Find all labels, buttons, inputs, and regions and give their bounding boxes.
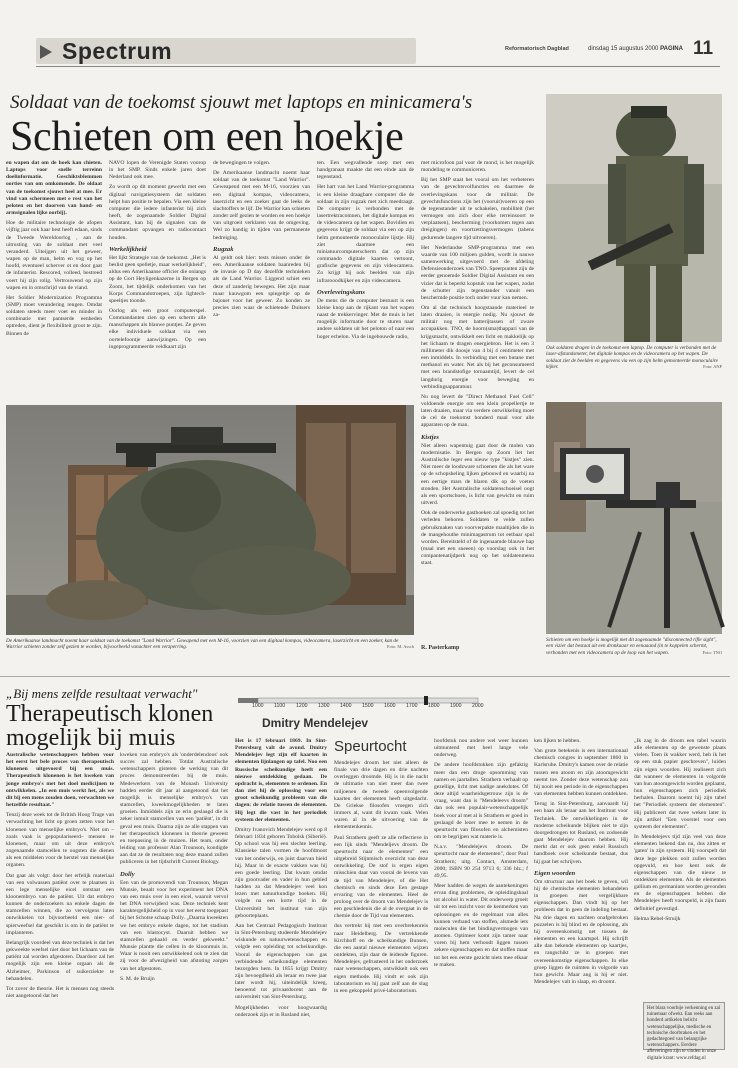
paragraph: „Ik zag in de droom een tabel waarin alle elementen op de gewenste plaats vielen. Toen ik wakker werd, heb ik het op een stuk papier geschreven", luiden zijn eigen woorden. Hij realiseert zich dat wanneer de elementen in volgorde van hun atoomgewicht worden geplaatst, hun eigenschappen zich periodiek herhalen. Daarom noemt hij zijn tabel het "Periodiek systeem der elementen". Hij publiceert dat twee weken later in zijn artikel "Een voorstel voor een systeem der elementen". <box>634 738 726 830</box>
timeline-tick-label: 1200 <box>296 703 308 709</box>
article2-column-2 <box>120 752 228 1048</box>
paragraph: Helma Rebel-Struijk <box>634 915 681 922</box>
main-photo-image <box>6 405 414 635</box>
timeline-person: Dmitry Mendelejev <box>262 716 369 730</box>
timeline-tick-label: 2000 <box>472 703 484 709</box>
section-arrow-icon <box>40 45 52 59</box>
article1-column-3 <box>213 160 310 400</box>
subheading: Eigen woorden <box>534 869 576 877</box>
article2-headline: Therapeutisch klonen mogelijk bij muis <box>6 701 214 751</box>
article1-headline: Schieten om een hoekje <box>10 114 404 160</box>
article1-column-4 <box>317 160 414 400</box>
paragraph: In Mendelejevs tijd zijn veel van deze elementen bekend dan nu, dus zitten er 'gaten' in zijn systeem. Hij voorspelt dat deze lege plekken ooit zullen worden opgevuld, en hoe kent ook de eigenschappen van die nieuw te ontdekken elementen. Als de elementen gallium en germanium worden gevonden en de eigenschappen hebben die Mendelejev heeft voorspeld, is zijn faam definitief gevestigd. <box>634 834 726 912</box>
main-photo-caption <box>6 638 414 651</box>
timeline-tick-label: 1300 <box>318 703 330 709</box>
paragraph: Bij het SMP staat het vooral om het verbeteren van de gevechtsvolfuncties en daarmee de overlevingskans voor de militair. De gevechtsfunctions zijn het (vooruit)voeren op een de tegenstander uit te schakelen, mobiliteit (het vermogen om zich door elke terreinsoort te verplaatsen), bescherming (voorkomen tegen aan dreigingen) en voortzettingsvermogen (tabens gedurende langere tijd uitvoeren). <box>421 177 534 241</box>
paragraph: Om structuur aan het boek te geven, wil hij de chemische elementen behandelen in groepen met vergelijkbare eigenschappen. Dan vindt hij op het probleem dat in geen de indeling bestaat. Na drie dagen en nachten onafgebroken puzzelen is hij blind en de oplossing, als hij overeenkomstig net tussen de elementen en een kaartspel. Hij schrijft alle dan bekende elementen op kaartjes, en rangschikt ze in groepen met overeenkomstige eigenschappen. In elke groep liggen de ruimten in volgorde van hun gewicht. Maar ang is hij er niet. Mendelejev valt in slaap, en droomt. <box>534 878 628 985</box>
paragraph: ten. Een wegvallende soep met een handgranaat maakte dat een einde aan de tegenstand. <box>317 160 414 181</box>
article2-column-6 <box>534 738 628 1048</box>
paragraph: Tenzij deze week tot de British Hoog Trage van verwachting het licht op groen zetten voor het klonenen van menselijke embryo's. Niet om –zoals vaak is gepopulariseerd– mensen te klonenen, maar om uit deze embryo's zogenaamde stamcellen te oogsten die dienen als een middelen voor de herstel van menselijke organen. <box>6 812 114 869</box>
paragraph: Mendelejev droom het niet alleen de finale van drie dagen en drie nachten overleggen droomde. Hij is in die nacht de ultimatie van niet meer dan twee miljoenen de tweede opeenvolgende kaarten der elementen heeft uitgedacht. De Griekse filosofen vroegen zich immers al, want dit kwam vaak. Velen waren al in de uitvoering van de elementenkennis. <box>334 760 428 831</box>
timeline-tick-label: 1000 <box>252 703 264 709</box>
paragraph: Paul Strathern geeft ze alle reflectieve in een lijk sinds "Mendeljevs droom. De speurtocht naar de elementen" een uitgebreid Stijnmisch overzicht van deze ontwikkeling. De stof is ergen eigen misschien daar van vooral de levens van de tijd van Mendelejev, of die Het chemisch en sinds deze Een gestage ervaring van de elementen. Heel de proloog over de droom van Mendelejev is een geschiedenis die al de overgaat in de chemie door de Tijd van elementen. <box>334 834 428 920</box>
publication-name: Reformatorisch Dagblad <box>505 46 569 52</box>
paragraph: met microfoon pal voor de mond, is het mogelijk mondeling te communiceren. <box>421 160 534 174</box>
timeline-tick-label: 1700 <box>406 703 418 709</box>
photo-soldier-laptop <box>546 94 722 342</box>
paragraph: Het Soldier Modernization Programma (SMP) moet verandering rengen. Omdat soldaten steeds meer voet en minder in combinatie met pantserde eenheden optreden, dient je flexibiliteit groot te zijn. Binnen de <box>6 294 102 337</box>
photo-soldier-caption <box>546 345 722 371</box>
article1-column-5 <box>421 160 534 640</box>
subheading: Werkelijkheid <box>109 245 147 253</box>
paragraph: Tot zover de theorie. Het is mensen nog steeds niet aangetoond dat het <box>6 985 114 999</box>
timeline-tick-label: 1600 <box>384 703 396 709</box>
article2-column-7 <box>634 738 726 1000</box>
paragraph: Australische wetenschappers hebben voor het eerst het bele proces van therapeutisch klonenen uitgevoerd bij een muis. Therapeutisch klonenen is het kweken van jonge embryo's met het doel medicijnen te ontwikkelen. „In een muis werkt het, als we dit bij een mens zouden doen, verwachten we hetzelfde resultaat." <box>6 752 114 809</box>
paragraph: De andere hoofdstukken zijn gefaktig meer dan een droge opsomming van namen en jaartallen. Strathern verhaalt op gezellige, licht met nadige anekdotes. Of deze altijd waarheidsgetrouw zijn is de vraag, want dan is "Mendeleevs droom" dan ook een populair-wetenschappelijk boek voor al met al is Strathern er goed in geslaagd de lezer mee te nemen in de speurtocht van filosofen en alchemisten om te begrijpen wat materie is. <box>434 762 528 841</box>
article2-column-1 <box>6 752 114 1048</box>
paragraph: Dat gaat als volgt: door het erfelijk materiaal van een volwassen patiënt over te plaatsen in een lege menselijke eicel ontstaat een kloonembryo van de patiënt. Uit dat embryo kunnen de onderzoekers na enkele dagen de stamcellen winnen, die zo vervolgens laten ontwikkelen tot bijvoorbeeld een nier- of spierweefsel dat geschikt is om in de patiënt te implanteren. <box>6 872 114 936</box>
paragraph: Dmitry Ivanovich Mendelejev werd op 8 februari 1834 geboren Tobolsk (Siberië). Op school was hij een slechte leerling. Klassieke talen vormen de hoofdmoot van het onderwijs, en juist daarvan hield hij. Maar in de exacte vakken was hij een goede leerling. Dat kwam omdat zijn grootvader en vader in hun gebied hadden zo dat Mendelejev veel kon lezen met natuurkundige boeken. Hij volgde na een korte tijd in de Universiteit het instituut van zijn geboorteplaats. <box>235 826 327 919</box>
photo-rifle-caption-text: Schieten om een hoekje is mogelijk met dit zogenaamde "disconnected rifle sight", een vizier dat bestaat uit een dronkaaar en eenaaand (in te koppelen schermt, verbonden met een videocamera op de loop van het wapen. <box>546 637 717 656</box>
article2-column-5 <box>434 738 528 1048</box>
main-photo-land-warrior <box>6 405 414 635</box>
paragraph: Terug in Sint-Petersburg, aanvaardt hij een baan als leraar aan het Instituut voor Techniek. De ontwikkelingen in de moderne scheikunde blijken niet te zijn doorgedrongen tot Rusland, en zodoende gaat Mendelejev daarom hebben. Hij merkt dat er ook geen enkel Russisch handboek over scheikunde bestaat, dus hij gaat het schrijven. <box>534 801 628 865</box>
article1-column-2 <box>109 160 206 400</box>
paragraph: S. M. de Bruijn <box>120 975 155 982</box>
paragraph: dus vertrekt hij met een overbrekenreis naar Heidelberg. De vertrekkende Kirchhoff en de scheikundige Bunsen, die een aantal nieuwe elementen wijzen ontdekten, zijn daar de leidende figuren. Mendelejev, gefrusteerd in het onderzoek naar wetenschappen, ontwikkelt ook een eigen methode. Hij vindt er ook zijn laboratorium en hij gaat zelf aan de slag in een gekoppeld privé-laboratorium. <box>334 923 428 994</box>
series-info-box: Het blara voorbije verkenning en zal tuinemaar ofwekt. Ean reeks aan honderd artikelen belicht wetenschappelijke, medische en technische doorbraken en het gedachtegoed van belangrijke wetenschappers. Eerdere afleveringen zijn te vinden in onze digitale krant: www.refdag.nl <box>643 1002 725 1050</box>
paragraph: Van grote betekenis is een internationaal chemisch congres in september 1860 in Karlsruhe. Dmitry's kamen over de relatie tussen een atoom en zijn atoomgewicht neemt toe. Zonder deze wetenschap zou hij nooit een periode in de eigenschappen van elementen hebben kunnen ontdekken. <box>534 748 628 798</box>
paragraph: en wapen dat om de hoek kan chieten. Laptops voor snelle terreinn doelinformatie. Geschiktsblemmen oorties van om omkomende. De oldaat van de toekomst sjouwt heel at mee. Er vind van schermeen met e rest van het peloten en het doorven van hand- en armsignalen lijke oorbij). <box>6 160 102 217</box>
paragraph: kweken van embryo's als 'onderdelendoos' ook succes zal hebben. Totdat Australische wetenschappers gisteren de werking van dit proces demonstreerden bij de muis. Medewerkers van de Monash University hadden eerder dit jaar al aangetoond dat het mogelijk is menselijke embryo's van stamcellen, kweekmogelijkheden te laten groeien. Inmiddels zijn ze erin geslaagd die is zeker inmuit stamcellen van een 'patiënt', in dit geval een muis. Daarna zijn ze alle stappen van het therapeutisch klonenen in theorie geweest en toepassing in de muizen. Het team, onder leiding van professor Alan Trounson, kondigde aan dat ze de resultaten nog deze maand zullen publiceren in het tijdschrift Current Biology. <box>120 752 228 866</box>
subheading: Rugzak <box>213 245 234 253</box>
paragraph: N.a.v. "Mendelejevs droom. De speurtocht naar de elementen", door Paul Strathern; uitg. Contact, Amsterdam, 2000; ISBN 90 254 9713 6; 336 blz.; f 49,95. <box>434 844 528 879</box>
paragraph: NAVO lopen de Verenigde Staten voorop in het SMP. Sinds enkele jaren doet Nederland ook mee. <box>109 160 206 181</box>
paragraph: Belangrijk voordeel van deze techniek is dat het gekweekte weefsel niet door het lichaam van de patiënt zal worden afgestoten. Daardoor zal het mogelijk zijn een kleine orgaan als de Alzheimer, Parkinson of suikerziekte te behandelen. <box>6 939 114 982</box>
paragraph: hoofdstuk nou andere wel weer hunnen uitmuntend met heel lange vele onderweg. <box>434 738 528 759</box>
paragraph: Aan het Centraal Pedagogisch Instituut in Sint-Petersburg studeerde Mendelejev wiskunde en natuurwetenschappen en volgde een opleiding tot scheikundige. Vooral de eigenschappen van gas verbindende scheikundige elementen bezorgden hem. In 1855 krijgt Dmitry zijn bevoegdheid als leraar en twee jaar later wordt hij, uiteindelijk kreeg, benoemd tot privaatdocent aan de universiteit van Sint-Petersburg. <box>235 922 327 1001</box>
paragraph: ken lijken te hebben. <box>534 738 581 744</box>
header-rule <box>36 66 720 67</box>
paragraph: Hoe de militaire technologie de afopen vijftig jaar ook haar best heeft edaan, sinds de Tweede Wereldoorlog , aan de uitrusting van de soldaat met veel veranderd. Uiteijgen uit het geweer, wapen op de man, helm en vog op het hoofd, eventueel scherver ot en door gaat de infanterist. Rescored, volleed, bestreed voert hij zijn rolig. Vertrouwend op zijn wapen en in omschrijd van de viand. <box>6 220 102 291</box>
paragraph: Het is 17 februari 1869. In Sint-Petersburg valt de avond. Dmitry Mendelejev legt zijn elf kaarten in elementen lijnlangen op tafel. Noo een Russische scheikundige heeft een nieuwe ontdekking gedaan. De opdracht is, elementen te ordenen. En dan ziet hij de oplossing voor een groot scheikundig probleem van die dagen: de relatie tussen de elementen. Hij legt die vast in het periodiek systeem der elementen. <box>235 738 327 823</box>
subheading: Overleveingskans <box>317 288 365 296</box>
issue-date <box>588 46 683 52</box>
photo-rifle-image <box>546 402 722 634</box>
paragraph: Meer hadden de wegen de aantekeningen ervan ding problemen, de opleidingshaal tot alcohol in water. Dit onderwerp groeit uit tot een inzicht voor de kenmerken van oplossingen en de regelmaat van alles kunnen verband van stoffen, alsmede iets moleculen die het bindingvermogen van atomen. Optimeer komt zijn tamer naar voren bij hem verhoudt liggen tussen zekere eigenschappen en dat stoffen maar tot het een eerste gezicht niets mee elkaar te maken. <box>434 882 528 968</box>
paragraph: Ook de onderwerke gasthoeken zal spoedig tot het verleden behoren. Soldaten te velde zullen gebruikmaken van voorverpakte maaltijden die in de mangehouthe minimagastrum tot eetbaar spul worden. Bereitsteld of de ingenaamde blauwe hap (maal met een sneeen) op voorslag ook in het compantenatijdperk nog op het soldatenmenu staat. <box>421 510 534 567</box>
paragraph: Oorlog als een groot computerspel. Commandanten zien op een scherm alle manschappen als blauwe puntjes. Ze geven elke individuele soldaat via een oortelefoontje aanwijzingen. Op een ingeprogrammeerde veldkaart zijn <box>109 307 206 350</box>
paragraph: Het hart van het Land Warrior-programma is een kleine draagbare computer die de soldaat in zijn rugzak met zich meedraagt. De computer is verbonden met de lasertrektracomnen, het digitale kompas en de videocamera op het wapen. Bovidien en gegevens krijgt de soldaat via een op zijn helm gemonteerde monoculaire lijstje. Hij ziet daarmee een miniatuurcomputerscherm dat op zijn commando digitale kaarten vertoont, grafische gegevens en zijn videocamera. Zo krijgt hij ook beelden van zijn infrarooodkijker en zijn videocamera. <box>317 184 414 284</box>
photo-soldier-caption-text: Ook soldaten dragen in de toekomst een laptop. De computer is verbonden met de laser-afstandsmeter, het digitale kompas en de videocamera op het wapen. De soldaat ziet de beelden en gegevens via een op zijn helm gemonteerde monoculaire kijker. <box>546 345 718 371</box>
timeline-tick-label: 1500 <box>362 703 374 709</box>
subheading: Dolly <box>120 870 135 878</box>
timeline-tick-label: 1400 <box>340 703 352 709</box>
photo-rifle-credit: Foto: TNO <box>702 649 722 655</box>
paragraph: Mogelijkheden voor hoogwaardig onderzoek zijn er in Rusland niet, <box>235 1004 327 1018</box>
paragraph: Een van de promovendi van Trounson, Megan Munsie, beaalt voor het experiment het DNA van een muis over in een eicel, waaruit vervol het DNA verwijderd was. Deze techniek kent karaktergelijkheid op in voor het eerst toegepast bij het Schotse schaap Dolly. „Daarna kweekten we het embryo enkele dagen, tot het stadium van een blastocyst. Daaruit hebben we stamcellen gehaald en verder gekweekt." Munsie plantte die cellen in de kloonmuis in. Waar is nooit een ontwikkelend ook te zien dat zij voor de afwezigheid van afstoting zorgen van het afgestoten. <box>120 879 228 972</box>
timeline-tick-label: 1900 <box>450 703 462 709</box>
photo-soldier-image <box>546 94 722 342</box>
article2-column-3 <box>235 738 327 1048</box>
section-divider <box>0 676 730 677</box>
paragraph: de bewegingen te volgen. <box>213 160 271 166</box>
timeline-tick-label: 1800 <box>428 703 440 709</box>
article1-byline: R. Pasterkamp <box>421 645 460 651</box>
subheading: Kistjes <box>421 433 439 441</box>
photo-rifle-caption <box>546 637 722 656</box>
page-label: PAGINA <box>660 46 683 52</box>
paragraph: Het Nederlandse SMP-programma met een waarde van 100 miljoen gulden, wordt in nauwe samenwerking uitgevoerd met de afdeling Defensieonderzoek van TNO. Speerpunten zijn de eerder genoemde Soldier Digital Assistant en een vizier dat is beperkt kopstuk van het wapen, zodat de schutter zijn tegenstander vanuit een beschermde positie toch onder vuur kan nemen. <box>421 244 534 301</box>
paragraph: Nu nog levert de "Direct Methanol Fuel Cell" voldoende energie om een klein propellertje te laten draaien, maar via verdere ontwikkeling moet de cel de toekomst honderd maal voor alle apparaten op de man. <box>421 393 534 429</box>
paragraph: Niet alleen wapentuig gaat door de molen van modernisatie. In Bergen op Zoom liet het Australische leger een nieuw type "kistjes" zien. Niet meer de loodzware schoenen die als het ware op de schopsheling lijken gebouwd en waarbij na een eertige mars de blaren dik op de voeten stonden. Het Australische soldatenschoeisel oogt als een sportschoen, is licht van gewicht en ruim uitverd. <box>421 442 534 507</box>
page-number: 11 <box>693 38 714 59</box>
photo-rifle-sight <box>546 402 722 634</box>
main-photo-caption-text: De Amerikaanse landmacht noemt haar soldaat van de toekomst "Land Warrior". Gewapend met een M-16, voorzien van een digitaal kompas, videocamera, laserzicht en een zoeker, kan de Warrior schieten zonder zelf gezien te worden, bijvoorbeeld vanachter een verzperring. <box>6 638 399 651</box>
speurtocht-title: Speurtocht <box>334 738 407 755</box>
paragraph: De mens die de computer bestuurt is een kleine knop aan de rijkant van het wapen naast de trekkervinger. Met de muis is het mogelijk informatie door te sturen naar andere soldaten uit het peloton of naar een hoger echelon. Via de ingebouwde radio, <box>317 297 414 340</box>
photo-soldier-credit: Foto: ANP <box>703 364 722 370</box>
article2-kicker: „Bij mens zelfde resultaat verwacht" <box>6 686 198 701</box>
paragraph: Al geldt ook hier: tests missen onder de een. Amerikaanse soldaten baanreden bij de invasie op D day dezelfde technieken als de Land Warrior. Liggend schiet een deze of zanderig bewegen. Het zijn maar maar kauwgom een spiegeltje op de bajonet voor het geweer. Zo konden ze precies zien waar de schietende Duitsers za- <box>213 254 310 319</box>
paragraph: Zo wordt op dit moment gewerkt met een digitaal navigatiesysteem dat soldaten helpt hun positie te bepalen. Via een kleine computer die iedere infanterist bij zich heeft, de zogenaamde Soldier Digital Assistant, kan hij de signalen van de commandant opvangen en radiocontact houden. <box>109 184 206 241</box>
paragraph: Om al dat technisch hoogstaande materieel te laten draaien, is energie nodig. Nu sjouwt de militair nog met batterijtassen of zware accupakken. TNO, de hoorn(sma)thappari van de krijgsmacht, ontwikkelt een licht en makkelijk op het lichaam te dragen energiebron. Het is een 3 millimeter dik doosje van 4 bij 4 centimeter met een inmiddels. In verbinding met een butane met methanol en water. Net als bij het geconsumeerd met een brandstofige tornaamtijd, levert de cel langdurig energie voor beweging en verbindingsapparatuur. <box>421 304 534 390</box>
article1-column-1 <box>6 160 102 337</box>
date-text: dinsdag 15 augustus 2000 <box>588 46 659 52</box>
main-photo-credit: Foto: M. Assch <box>387 644 414 650</box>
paragraph: De Amerikaanse landmacht noemt haar soldaat van de toekomst "Land Warrior". Geweapend met een M-16, voorzien van een digitaal kompas, videocamera, laserzicht en een zoeker gaat de leeks de slachtoffers te lijf. De Warrior kan schieten zonder zelf gezien te worden en een hoekje van uitgroeit verklaren van de omgeving. Wel zo handig in tijden van permanente bedreiging. <box>213 170 310 241</box>
article2-column-4 <box>334 760 428 1048</box>
section-title: Spectrum <box>62 38 173 64</box>
timeline-tick-label: 1100 <box>274 703 286 709</box>
paragraph: Het lijkt Strategie van de toekomst. „Het is beslist geen spelletje, maar werkelijkheid", aldus een Amerikaanse officier die onlangs op de Gort Heyligenkazerne in Bergen op Zoom, het tijdelijk onderkomen van het Korps Commandotroepen, zijn lightech-speeltjes toonde. <box>109 254 206 304</box>
article1-kicker: Soldaat van de toekomst sjouwt met laptops en minicamera's <box>10 92 473 113</box>
